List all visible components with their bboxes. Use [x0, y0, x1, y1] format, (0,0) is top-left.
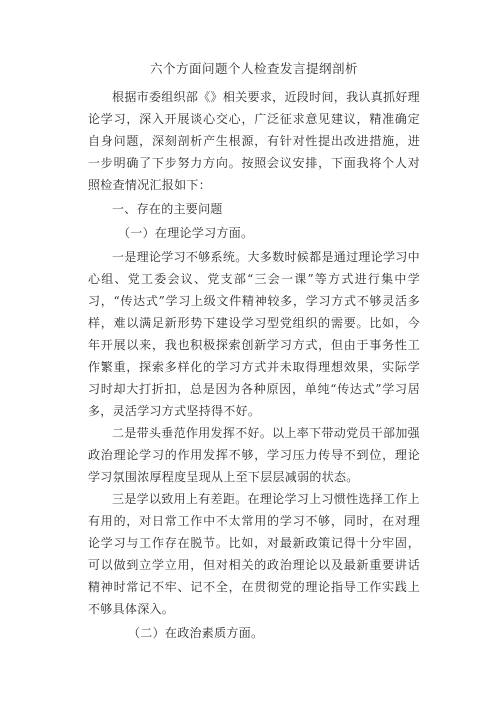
paragraph-point-1: 一是理论学习不够系统。大多数时候都是通过理论学习中心组、党工委会议、党支部“三会一课”等方式进行集中学习，“传达式”学习上级文件精神较多，学习方式不够灵活多样，难以满足新形势下建设学习型党组织的需要。比如，今年开展以来，我也积极探索创新学习方式，但由于事务性工作繁重，探索多样化的学习方式并未取得理想效果，实际学习时却大打折扣，总是因为各种原因，单纯“传达式”学习居多，灵活学习方式坚持得不好。	[88, 250, 420, 418]
subsection-heading-theory-study: （一）在理论学习方面。	[118, 226, 254, 240]
intro-paragraph: 根据市委组织部《》相关要求，近段时间，我认真抓好理论学习，深入开展谈心交心，广泛征求意见建议，精准确定自身问题，深刻剖析产生根源，有针对性提出改进措施，进一步明确了下步努力方向。按照会议安排，下面我将个人对照检查情况汇报如下：	[88, 90, 420, 192]
subsection-heading-political-quality: （二）在政治素质方面。	[128, 626, 264, 640]
document-title: 六个方面问题个人检查发言提纲剖析	[149, 61, 358, 76]
paragraph-point-3: 三是学以致用上有差距。在理论学习上习惯性选择工作上有用的，对日常工作中不太常用的学习不够，同时，在对理论学习与工作存在脱节。比如，对最新政策记得十分牢固，可以做到立学立用，但对相关的政治理论以及最新重要讲话精神时常记不牢、记不全，在贯彻党的理论指导工作实践上不够具体深入。	[88, 492, 420, 616]
paragraph-point-2: 二是带头垂范作用发挥不好。以上率下带动党员干部加强政治理论学习的作用发挥不够，学习压力传导不到位，理论学习氛围浓厚程度呈现从上至下层层减弱的状态。	[88, 426, 420, 484]
section-heading-problems: 一、存在的主要问题	[112, 202, 223, 216]
